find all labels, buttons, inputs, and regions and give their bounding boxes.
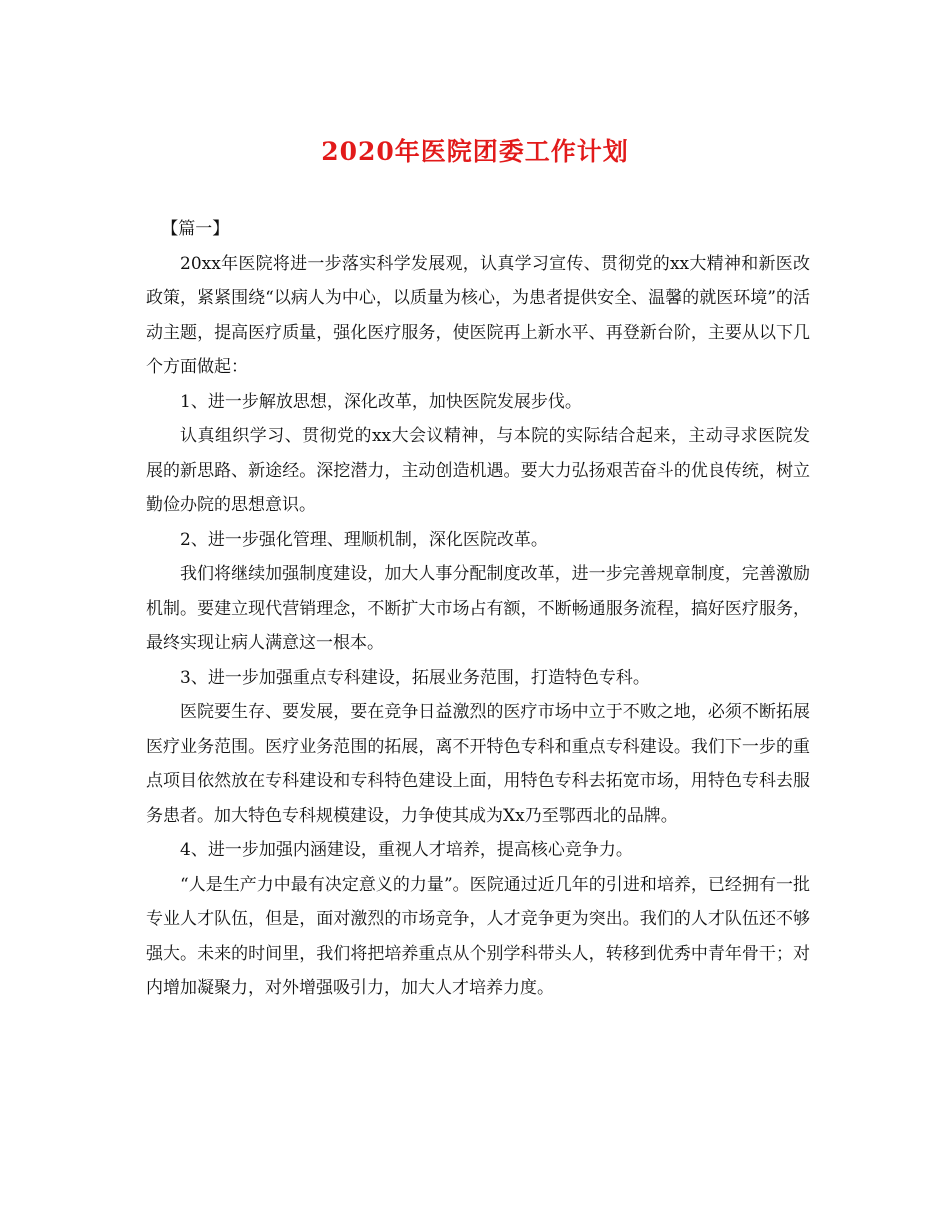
document-title: 2020年医院团委工作计划 [321, 137, 629, 166]
paragraph-item-3: 医院要生存、要发展，要在竞争日益激烈的医疗市场中立于不败之地，必须不断拓展医疗业务范围。医疗业务范围的拓展，离不开特色专科和重点专科建设。我们下一步的重点项目依然放在专科建设和专科特色建设上面，用特色专科去拓宽市场，用特色专科去服务患者。加大特色专科规模建设，力争使其成为Xx乃至鄂西北的品牌。 [146, 702, 810, 826]
paragraph-intro: 20xx年医院将进一步落实科学发展观，认真学习宣传、贯彻党的xx大精神和新医改政策，紧紧围绕“以病人为中心，以质量为核心，为患者提供安全、温馨的就医环境”的活动主题，提高医疗质量，强化医疗服务，使医院再上新水平、再登新台阶，主要从以下几个方面做起： [146, 253, 810, 377]
document-body [146, 212, 810, 1006]
heading-item-3: 3、进一步加强重点专科建设，拓展业务范围，打造特色专科。 [180, 667, 650, 688]
heading-item-2: 2、进一步强化管理、理顺机制，深化医院改革。 [180, 529, 548, 550]
paragraph-item-2: 我们将继续加强制度建设，加大人事分配制度改革，进一步完善规章制度，完善激励机制。要建立现代营销理念，不断扩大市场占有额，不断畅通服务流程，搞好医疗服务，最终实现让病人满意这一根本。 [146, 564, 810, 653]
paragraph-item-1: 认真组织学习、贯彻党的xx大会议精神，与本院的实际结合起来，主动寻求医院发展的新思路、新途经。深挖潜力，主动创造机遇。要大力弘扬艰苦奋斗的优良传统，树立勤俭办院的思想意识。 [146, 426, 810, 515]
section-label: 【篇一】 [161, 219, 230, 239]
heading-item-1: 1、进一步解放思想，深化改革，加快医院发展步伐。 [180, 391, 582, 412]
paragraph-item-4: “人是生产力中最有决定意义的力量”。医院通过近几年的引进和培养，已经拥有一批专业人才队伍，但是，面对激烈的市场竞争，人才竞争更为突出。我们的人才队伍还不够强大。未来的时间里，我们将把培养重点从个别学科带头人，转移到优秀中青年骨干；对内增加凝聚力，对外增强吸引力，加大人才培养力度。 [146, 874, 810, 998]
heading-item-4: 4、进一步加强内涵建设，重视人才培养，提高核心竞争力。 [180, 840, 633, 860]
